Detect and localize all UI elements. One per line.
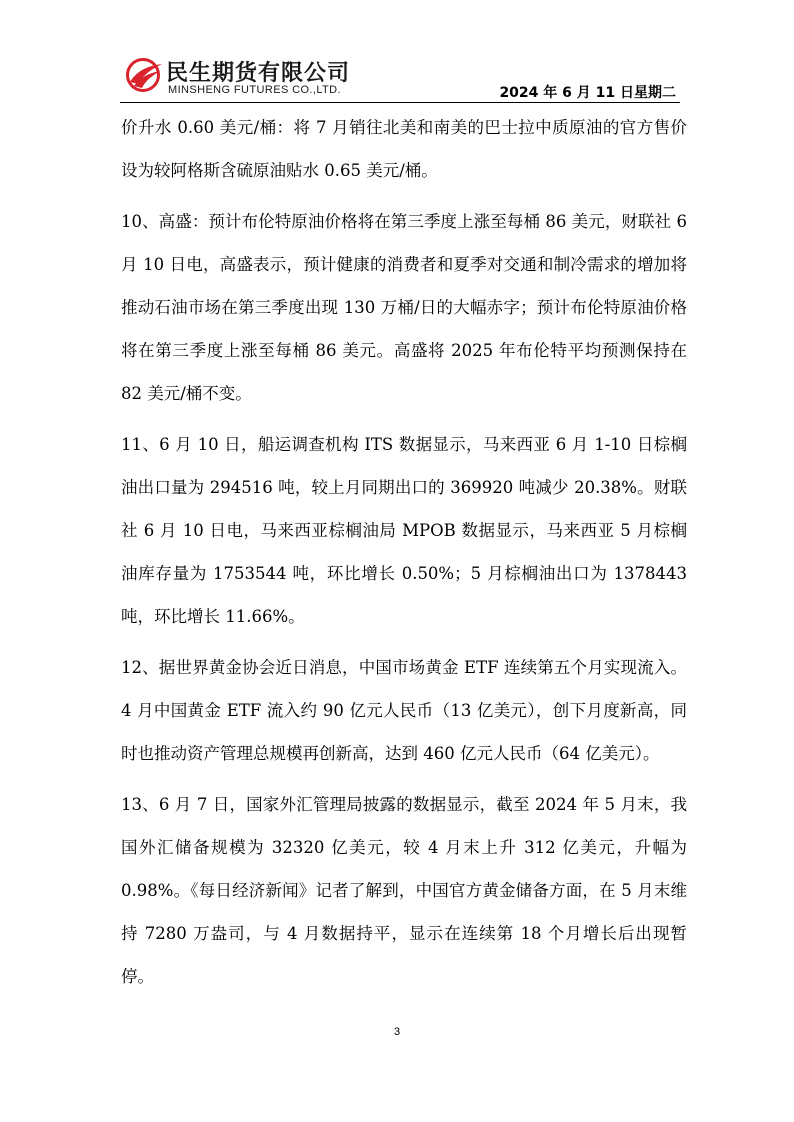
page-number: 3 (393, 1026, 401, 1038)
paragraph-continuation: 价升水 0.60 美元/桶：将 7 月销往北美和南美的巴士拉中质原油的官方售价设为较阿格斯含硫原油贴水 0.65 美元/桶。 (121, 118, 687, 180)
news-item-12: 12、据世界黄金协会近日消息，中国市场黄金 ETF 连续第五个月实现流入。4 月中国黄金 ETF 流入约 90 亿元人民币（13 亿美元），创下月度新高，同时也推动资产管理总规模再创新高，达到 460 亿元人民币（64 亿美元）。 (121, 658, 687, 763)
company-name-cn: 民生期货有限公司 (166, 61, 351, 86)
header-date: 2024 年 6 月 11 日星期二 (499, 85, 676, 101)
page-header (120, 52, 680, 102)
document-body (121, 106, 687, 998)
news-item-13: 13、6 月 7 日，国家外汇管理局披露的数据显示，截至 2024 年 5 月末，我国外汇储备规模为 32320 亿美元，较 4 月末上升 312 亿美元，升幅为 0.98%。《每日经济新闻》记者了解到，中国官方黄金储备方面，在 5 月末维持 7280 万盎司，与 4 月数据持平，显示在连续第 18 个月增长后出现暂停。 (121, 795, 687, 986)
minsheng-logo-icon (124, 58, 164, 92)
news-item-10: 10、高盛：预计布伦特原油价格将在第三季度上涨至每桶 86 美元，财联社 6 月 10 日电，高盛表示，预计健康的消费者和夏季对交通和制冷需求的增加将推动石油市场在第三季度出现 130 万桶/日的大幅赤字；预计布伦特原油价格将在第三季度上涨至每桶 86 美元。高盛将 2025 年布伦特平均预测保持在 82 美元/桶不变。 (121, 212, 687, 403)
news-item-11: 11、6 月 10 日，船运调查机构 ITS 数据显示，马来西亚 6 月 1-10 日棕榈油出口量为 294516 吨，较上月同期出口的 369920 吨减少 20.38%。财联社 6 月 10 日电，马来西亚棕榈油局 MPOB 数据显示，马来西亚 5 月棕榈油库存量为 1753544 吨，环比增长 0.50%；5 月棕榈油出口为 1378443 吨，环比增长 11.66%。 (121, 435, 687, 626)
company-logo (120, 52, 380, 100)
company-name-en: MINSHENG FUTURES CO.,LTD. (168, 84, 341, 96)
header-divider (120, 102, 680, 103)
